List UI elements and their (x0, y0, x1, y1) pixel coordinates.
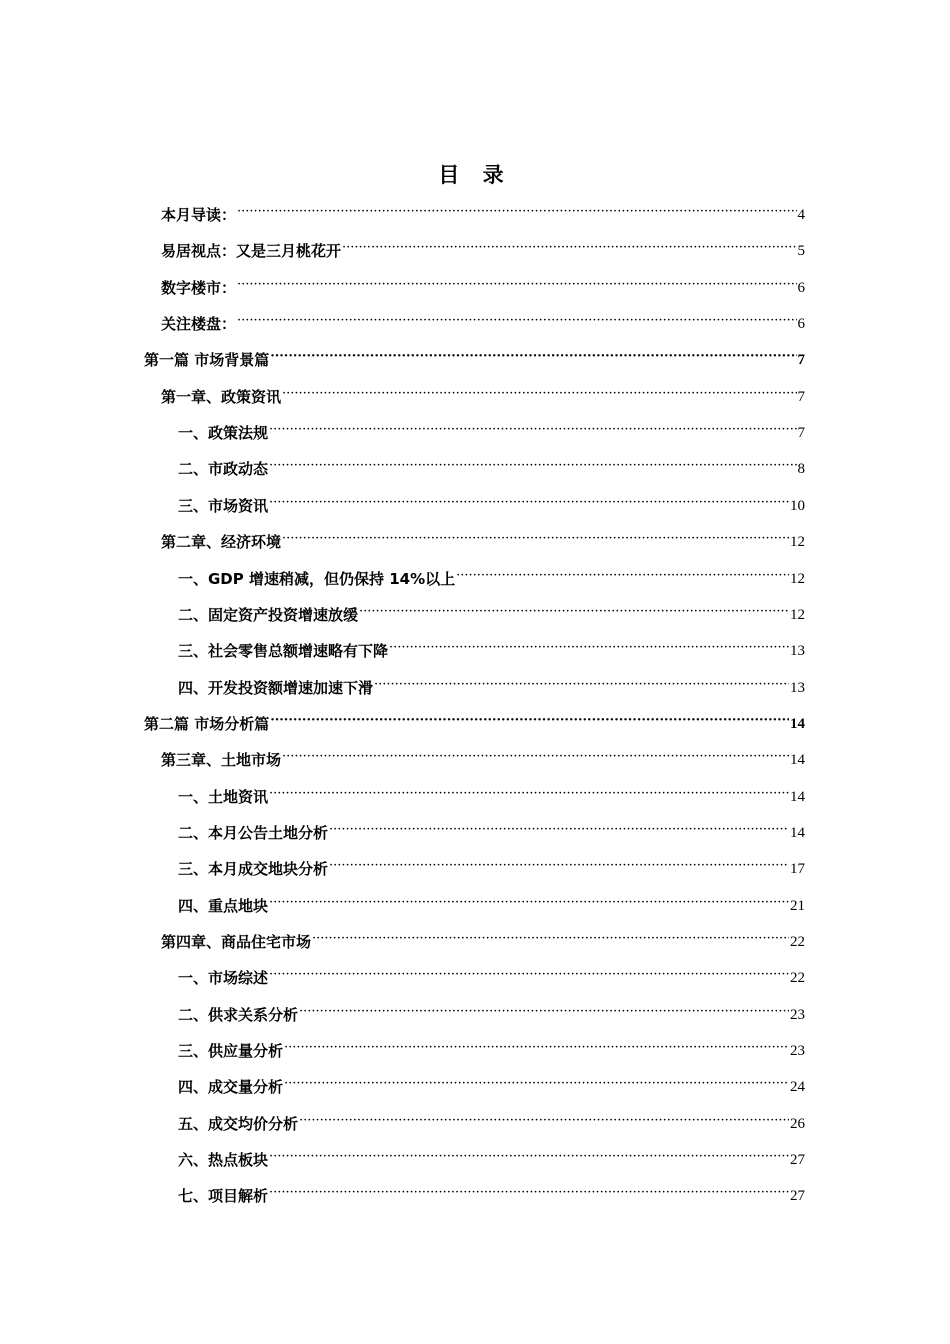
toc-entry[interactable] (178, 450, 805, 480)
toc-entry-label: 四、重点地块 (178, 896, 269, 915)
toc-entry-page: 6 (797, 279, 805, 296)
toc-entry-label: 数字楼市： (161, 278, 237, 297)
toc-title: 目 录 (438, 163, 512, 187)
toc-entry-page: 26 (790, 1115, 805, 1132)
toc-entry[interactable] (161, 523, 805, 553)
toc-entry-page: 23 (790, 1006, 805, 1023)
toc-entry-page: 14 (790, 824, 805, 841)
toc-entry-page: 22 (790, 934, 805, 950)
toc-entry-label: 一、GDP 增速稍减，但仍保持 14%以上 (178, 569, 456, 588)
toc-entry-page: 12 (790, 570, 805, 587)
toc-entry-label: 四、成交量分析 (178, 1078, 284, 1097)
toc-entry[interactable] (161, 232, 805, 262)
toc-entry-label: 第一章、政策资讯 (161, 387, 282, 406)
toc-entry-page: 14 (790, 715, 805, 732)
toc-entry[interactable] (178, 996, 805, 1026)
toc-entry-label: 三、社会零售总额增速略有下降 (178, 642, 389, 661)
toc-entry-page: 27 (790, 1188, 805, 1205)
toc-dot-leader (342, 240, 796, 262)
toc-dot-leader (329, 858, 789, 880)
toc-entry-page: 12 (790, 606, 805, 623)
toc-dot-leader (374, 677, 789, 699)
toc-dot-leader (282, 386, 796, 408)
toc-entry-label: 三、本月成交地块分析 (178, 860, 329, 879)
toc-entry[interactable] (178, 778, 805, 808)
toc-entry[interactable] (161, 378, 805, 408)
toc-entry[interactable] (178, 487, 805, 517)
toc-dot-leader (237, 313, 796, 335)
toc-entry-label: 三、供应量分析 (178, 1042, 284, 1061)
toc-dot-leader (269, 495, 789, 517)
toc-dot-leader (456, 568, 789, 590)
toc-entry[interactable] (161, 269, 805, 299)
toc-dot-leader (269, 458, 796, 480)
toc-entry[interactable] (178, 850, 805, 880)
toc-entry-page: 13 (790, 679, 805, 696)
toc-entry-page: 4 (797, 207, 805, 223)
toc-entry-label: 关注楼盘： (161, 315, 237, 334)
toc-entry[interactable] (178, 1032, 805, 1062)
toc-dot-leader (282, 749, 789, 771)
toc-entry[interactable] (161, 923, 805, 953)
toc-entry-label: 本月导读： (161, 206, 237, 224)
toc-entry-page: 5 (797, 243, 805, 260)
toc-entry-label: 二、本月公告土地分析 (178, 823, 329, 842)
toc-entry[interactable] (178, 1068, 805, 1098)
toc-entry-label: 三、市场资讯 (178, 496, 269, 515)
toc-dot-leader (269, 895, 789, 917)
toc-dot-leader (284, 1076, 789, 1098)
toc-dot-leader (329, 822, 789, 844)
toc-entry[interactable] (144, 341, 805, 371)
toc-entry-label: 第一篇 市场背景篇 (144, 351, 270, 370)
toc-entry-page: 14 (790, 788, 805, 805)
toc-entry-page: 7 (797, 425, 805, 442)
toc-dot-leader (389, 640, 789, 662)
toc-entry-label: 四、开发投资额增速加速下滑 (178, 678, 374, 697)
toc-entry-page: 7 (797, 388, 805, 405)
toc-entry[interactable] (178, 814, 805, 844)
toc-dot-leader (284, 1040, 789, 1062)
toc-entry-page: 12 (790, 534, 805, 551)
toc-entry-page: 24 (790, 1079, 805, 1096)
toc-dot-leader (270, 713, 789, 735)
toc-entry-page: 27 (790, 1152, 805, 1169)
toc-entry-page: 22 (790, 970, 805, 987)
toc-entry[interactable] (178, 414, 805, 444)
toc-dot-leader (359, 604, 789, 626)
toc-dot-leader (269, 967, 789, 989)
toc-entry[interactable] (178, 560, 805, 590)
toc-entry[interactable] (178, 1141, 805, 1171)
toc-entry-page: 21 (790, 897, 805, 914)
toc-entry-page: 7 (797, 352, 805, 369)
toc-entry-label: 五、成交均价分析 (178, 1114, 299, 1133)
toc-entry-page: 13 (790, 643, 805, 660)
toc-entry-label: 七、项目解析 (178, 1187, 269, 1206)
toc-entry-label: 第二篇 市场分析篇 (144, 714, 270, 733)
toc-entry-page: 6 (797, 316, 805, 333)
toc-entry-page: 23 (790, 1043, 805, 1060)
toc-dot-leader (269, 786, 789, 808)
toc-entry[interactable] (161, 196, 805, 226)
toc-entry-label: 二、固定资产投资增速放缓 (178, 605, 359, 624)
toc-entry-page: 17 (790, 861, 805, 878)
toc-entry-label: 二、市政动态 (178, 460, 269, 479)
toc-dot-leader (237, 277, 796, 299)
toc-dot-leader (299, 1004, 789, 1026)
toc-dot-leader (312, 931, 789, 953)
toc-dot-leader (269, 1149, 789, 1171)
toc-dot-leader (237, 204, 796, 226)
toc-entry[interactable] (178, 596, 805, 626)
toc-entry[interactable] (144, 705, 805, 735)
toc-entry[interactable] (178, 669, 805, 699)
toc-entry[interactable] (178, 1105, 805, 1135)
toc-entry-label: 二、供求关系分析 (178, 1005, 299, 1024)
toc-entry[interactable] (178, 959, 805, 989)
toc-entry-label: 第四章、商品住宅市场 (161, 933, 312, 951)
toc-entry-page: 10 (790, 497, 805, 514)
toc-dot-leader (270, 349, 796, 371)
toc-entry-label: 易居视点：又是三月桃花开 (161, 242, 342, 261)
toc-entry-label: 第三章、土地市场 (161, 751, 282, 770)
toc-dot-leader (269, 1185, 789, 1207)
toc-entry[interactable] (178, 632, 805, 662)
toc-dot-leader (282, 531, 789, 553)
toc-entry[interactable] (161, 305, 805, 335)
toc-entry-label: 六、热点板块 (178, 1151, 269, 1170)
toc-entry[interactable] (178, 887, 805, 917)
toc-entry[interactable] (178, 1177, 805, 1207)
toc-entry-label: 第二章、经济环境 (161, 533, 282, 552)
toc-entry-page: 8 (797, 461, 805, 478)
toc-entry-page: 14 (790, 752, 805, 769)
toc-entry[interactable] (161, 741, 805, 771)
toc-entry-label: 一、市场综述 (178, 969, 269, 988)
toc-dot-leader (269, 422, 796, 444)
toc-entry-label: 一、政策法规 (178, 424, 269, 443)
toc-dot-leader (299, 1113, 789, 1135)
toc-entry-label: 一、土地资讯 (178, 787, 269, 806)
